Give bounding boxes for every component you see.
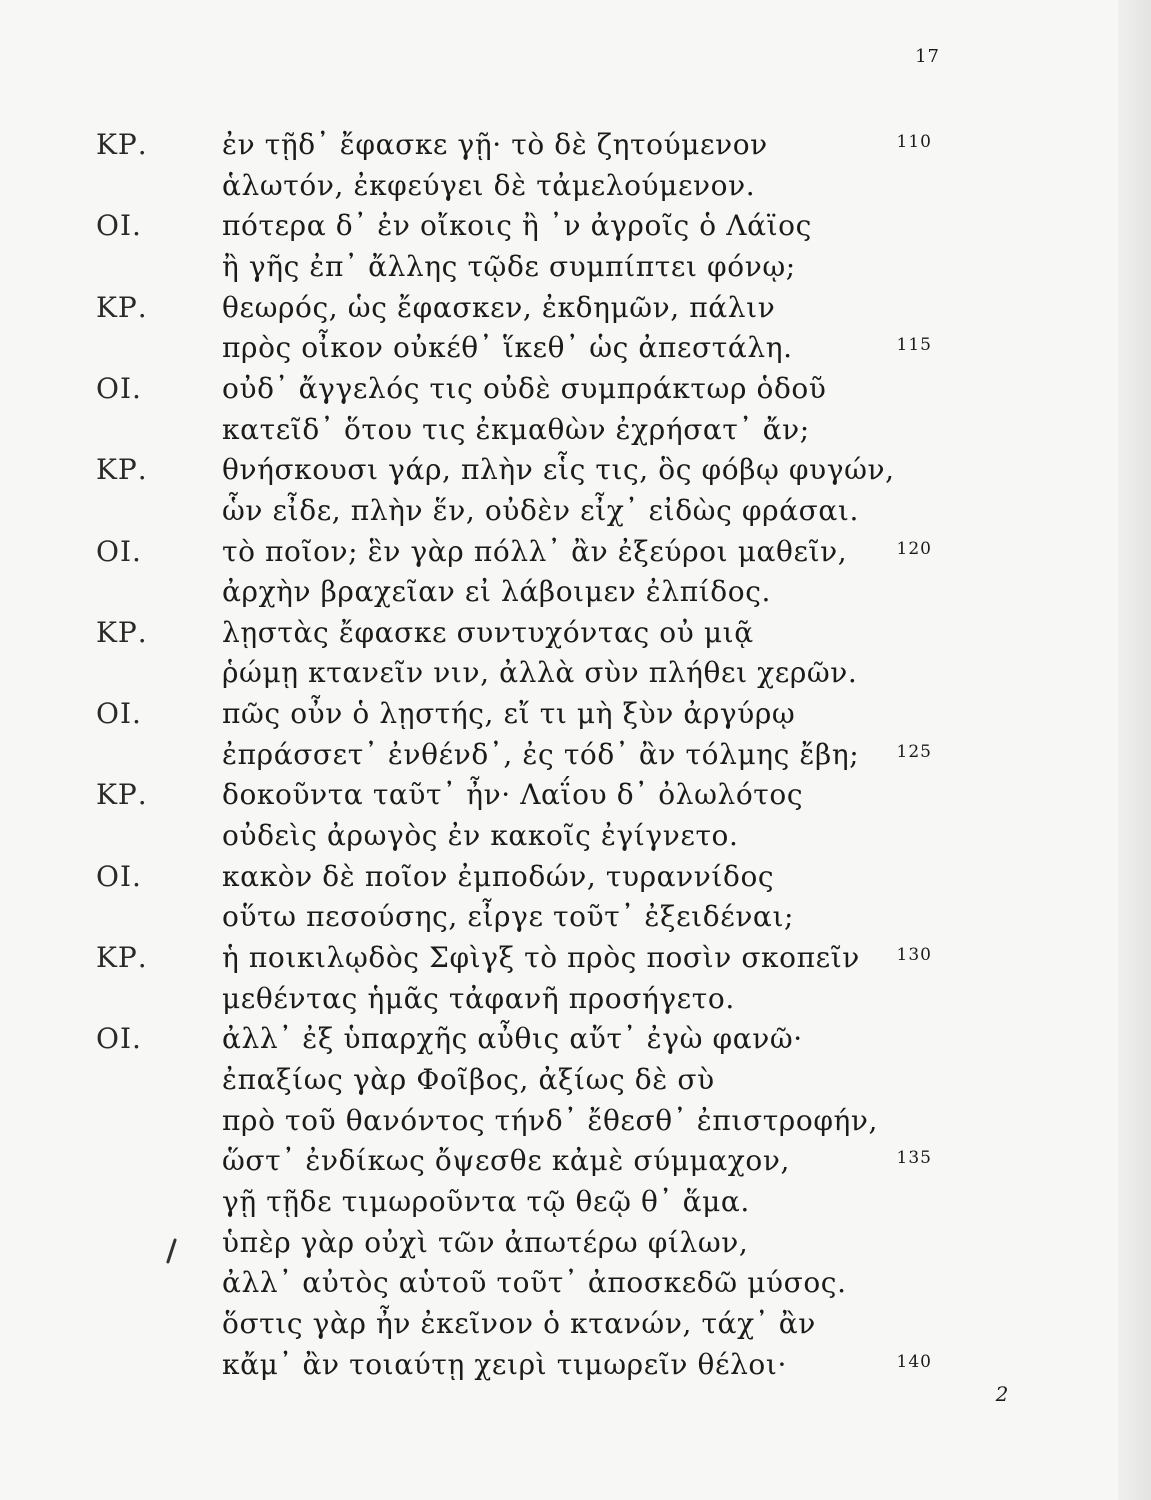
- verse-line: [0, 453, 1151, 493]
- speaker-label: ΟΙ.: [96, 209, 142, 243]
- verse-line: [0, 900, 1151, 940]
- verse-text: οὐδεὶς ἀρωγὸς ἐν κακοῖς ἐγίγνετο.: [222, 819, 739, 853]
- verse-line: [0, 1266, 1151, 1306]
- speaker-label: ΟΙ.: [96, 697, 142, 731]
- verse-line: [0, 941, 1151, 981]
- verse-text: ἀρχὴν βραχεῖαν εἰ λάβοιμεν ἐλπίδος.: [222, 575, 772, 609]
- verse-line: [0, 1185, 1151, 1225]
- verse-text: ἀλλ᾽ ἐξ ὑπαρχῆς αὖθις αὔτ᾽ ἐγὼ φανῶ·: [222, 1022, 803, 1056]
- verse-text: κατεῖδ᾽ ὅτου τις ἐκμαθὼν ἐχρήσατ᾽ ἄν;: [222, 412, 810, 446]
- verse-text: πρὸ τοῦ θανόντος τήνδ᾽ ἔθεσθ᾽ ἐπιστροφήν,: [222, 1103, 879, 1137]
- speaker-label: ΟΙ.: [96, 859, 142, 893]
- verse-line: [0, 1348, 1151, 1388]
- verse-text: θνήσκουσι γάρ, πλὴν εἷς τις, ὃς φόβῳ φυγών,: [222, 453, 895, 487]
- verse-text: πρὸς οἶκον οὐκέθ᾽ ἵκεθ᾽ ὡς ἀπεστάλη.: [222, 331, 793, 365]
- verse-text: θεωρός, ὡς ἔφασκεν, ἐκδημῶν, πάλιν: [222, 290, 776, 324]
- line-number: 115: [896, 335, 932, 356]
- verse-line: [0, 860, 1151, 900]
- verse-line: [0, 1022, 1151, 1062]
- speaker-label: ΚΡ.: [96, 615, 148, 649]
- verse-line: [0, 331, 1151, 371]
- verse-line: [0, 128, 1151, 168]
- speaker-label: ΟΙ.: [96, 1022, 142, 1056]
- line-number: 110: [896, 132, 932, 152]
- speaker-label: ΟΙ.: [96, 534, 142, 568]
- verse-text: πῶς οὖν ὁ λῃστής, εἴ τι μὴ ξὺν ἀργύρῳ: [222, 697, 796, 731]
- verse-line: [0, 1104, 1151, 1144]
- verse-text: μεθέντας ἡμᾶς τἀφανῆ προσήγετο.: [222, 981, 735, 1015]
- verse-line: [0, 575, 1151, 615]
- verse-text: κἄμ᾽ ἂν τοιαύτῃ χειρὶ τιμωρεῖν θέλοι·: [222, 1347, 787, 1381]
- verse-text: ἁλωτόν, ἐκφεύγει δὲ τἀμελούμενον.: [222, 168, 756, 202]
- verse-text: δοκοῦντα ταῦτ᾽ ἦν· Λαΐου δ᾽ ὀλωλότος: [222, 778, 804, 812]
- verse-text: ἐπαξίως γὰρ Φοῖβος, ἀξίως δὲ σὺ: [222, 1062, 715, 1096]
- verse-text: τὸ ποῖον; ἓν γὰρ πόλλ᾽ ἂν ἐξεύροι μαθεῖν,: [222, 534, 848, 568]
- verse-text: γῇ τῇδε τιμωροῦντα τῷ θεῷ θ᾽ ἅμα.: [222, 1184, 750, 1218]
- verse-line: [0, 494, 1151, 534]
- verse-text: ὅστις γὰρ ἦν ἐκεῖνον ὁ κτανών, τάχ᾽ ἂν: [222, 1306, 816, 1340]
- verse-line: [0, 656, 1151, 696]
- verse-text: ἐπράσσετ᾽ ἐνθένδ᾽, ἐς τόδ᾽ ἂν τόλμης ἔβη;: [222, 737, 860, 771]
- verse-text: κακὸν δὲ ποῖον ἐμποδών, τυραννίδος: [222, 859, 775, 893]
- verse-line: [0, 738, 1151, 778]
- speaker-label: ΚΡ.: [96, 290, 148, 324]
- verse-line: [0, 535, 1151, 575]
- signature-mark: 2: [995, 1382, 1009, 1406]
- speaker-label: ΚΡ.: [96, 778, 148, 812]
- verse-text: πότερα δ᾽ ἐν οἴκοις ἢ ᾽ν ἀγροῖς ὁ Λάϊος: [222, 209, 812, 243]
- verse-line: [0, 209, 1151, 249]
- line-number: 130: [896, 945, 932, 965]
- verse-text: ἐν τῇδ᾽ ἔφασκε γῇ· τὸ δὲ ζητούμενον: [222, 128, 768, 161]
- verse-line: [0, 372, 1151, 412]
- verse-line: [0, 819, 1151, 859]
- verse-text: ἀλλ᾽ αὐτὸς αὑτοῦ τοῦτ᾽ ἀποσκεδῶ μύσος.: [222, 1266, 847, 1300]
- verse-line: [0, 778, 1151, 818]
- verse-text: ὧν εἶδε, πλὴν ἕν, οὐδὲν εἶχ᾽ εἰδὼς φράσαι.: [222, 493, 859, 527]
- verse-line: [0, 1307, 1151, 1347]
- verse-line: [0, 616, 1151, 656]
- verse-line: [0, 250, 1151, 290]
- speaker-label: ΚΡ.: [96, 453, 148, 487]
- verse-line: [0, 291, 1151, 331]
- verse-text: οὕτω πεσούσης, εἶργε τοῦτ᾽ ἐξειδέναι;: [222, 900, 795, 934]
- line-number: 140: [896, 1351, 932, 1372]
- speaker-label: ΚΡ.: [96, 941, 148, 974]
- line-number: 125: [896, 741, 932, 762]
- verse-line: [0, 697, 1151, 737]
- verse-text: ὑπὲρ γὰρ οὐχὶ τῶν ἀπωτέρω φίλων,: [222, 1225, 749, 1259]
- verse-line: [0, 169, 1151, 209]
- speaker-label: ΟΙ.: [96, 371, 142, 405]
- verse-text: ῥώμῃ κτανεῖν νιν, ἀλλὰ σὺν πλήθει χερῶν.: [222, 656, 858, 690]
- verse-text: ἢ γῆς ἐπ᾽ ἄλλης τῷδε συμπίπτει φόνῳ;: [222, 249, 796, 283]
- verse-text: ἡ ποικιλῳδὸς Σφὶγξ τὸ πρὸς ποσὶν σκοπεῖν: [222, 941, 860, 974]
- verse-line: [0, 413, 1151, 453]
- line-number: 120: [896, 538, 932, 559]
- verse-line: [0, 1063, 1151, 1103]
- page-number: 17: [915, 46, 940, 67]
- line-number: 135: [896, 1148, 932, 1169]
- speaker-label: ΚΡ.: [96, 128, 148, 161]
- verse-line: [0, 1144, 1151, 1184]
- verse-text: ὥστ᾽ ἐνδίκως ὄψεσθε κἀμὲ σύμμαχον,: [222, 1144, 790, 1178]
- verse-text: οὐδ᾽ ἄγγελός τις οὐδὲ συμπράκτωρ ὁδοῦ: [222, 371, 827, 405]
- verse-text: λῃστὰς ἔφασκε συντυχόντας οὐ μιᾷ: [222, 615, 754, 649]
- verse-line: [0, 982, 1151, 1022]
